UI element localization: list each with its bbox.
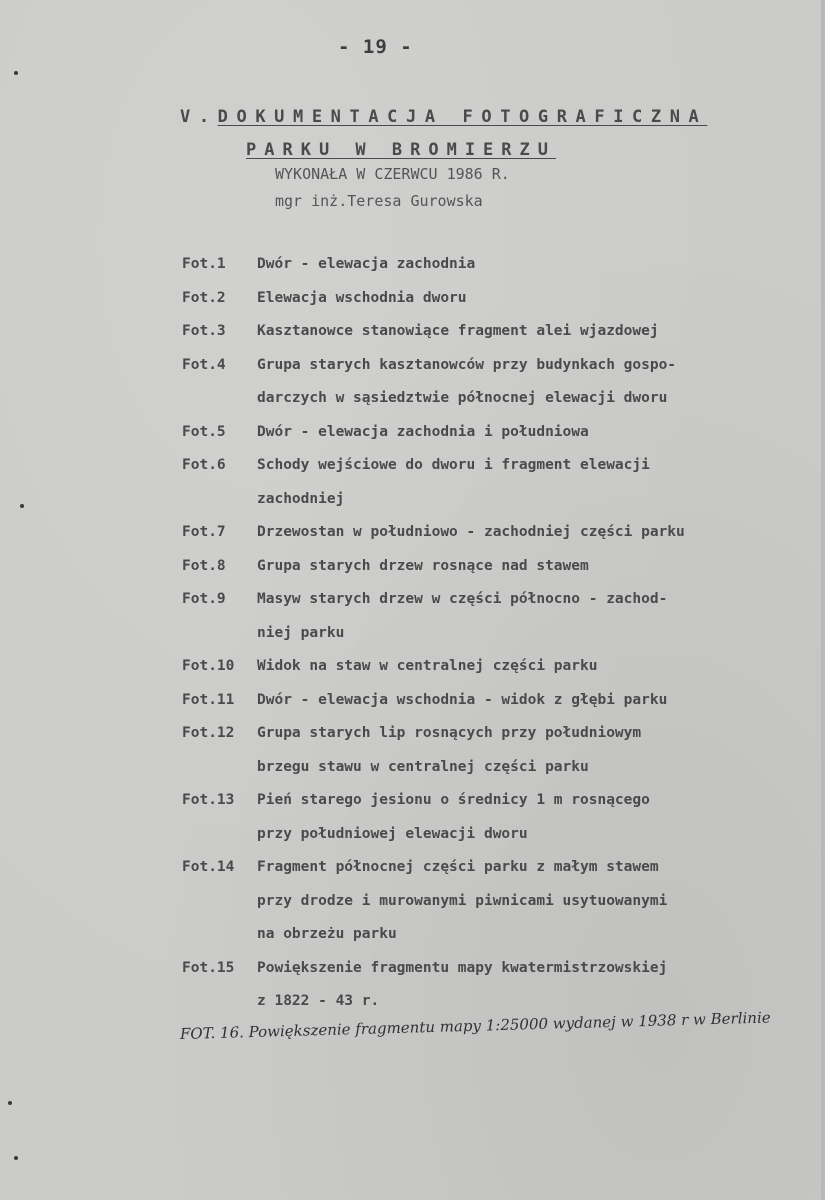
photo-description: Grupa starych drzew rosnące nad stawem xyxy=(257,557,589,574)
photo-number: Fot.6 xyxy=(182,457,226,473)
photo-entry xyxy=(182,282,782,316)
photo-number: Fot.13 xyxy=(182,792,235,808)
photo-description: Dwór - elewacja zachodnia xyxy=(257,256,476,272)
photo-number: Fot.4 xyxy=(182,356,226,373)
photo-description: Dwór - elewacja zachodnia i południowa xyxy=(257,423,589,440)
photo-entry xyxy=(182,315,782,349)
photo-number: Fot.2 xyxy=(182,289,226,306)
photo-number: Fot.11 xyxy=(182,691,235,708)
title-prefix: V. xyxy=(180,107,218,127)
photo-description: Powiększenie fragmentu mapy kwatermistrzowskiej z 1822 - 43 r. xyxy=(257,959,668,1009)
made-by-line: WYKONAŁA W CZERWCU 1986 R. xyxy=(275,165,510,183)
title-main: DOKUMENTACJA FOTOGRAFICZNA xyxy=(217,107,708,127)
photo-description: Dwór - elewacja wschodnia - widok z głębi parku xyxy=(257,691,668,708)
photo-description: Pień starego jesionu o średnicy 1 m rosnącego przy południowej elewacji dworu xyxy=(257,792,650,842)
photo-entry xyxy=(182,583,782,650)
photo-entry xyxy=(182,952,782,1019)
photo-description: Drzewostan w południowo - zachodniej części parku xyxy=(257,524,685,540)
photo-description: Fragment północnej części parku z małym stawem przy drodze i murowanymi piwnicami usytuowanymi na obrzeżu parku xyxy=(257,859,668,942)
document-title xyxy=(180,107,707,127)
photo-entry xyxy=(182,650,782,684)
photo-entry xyxy=(182,449,782,516)
margin-mark xyxy=(14,71,18,75)
photo-number: Fot.12 xyxy=(182,725,235,741)
photo-entry xyxy=(182,516,782,550)
page-number: - 19 - xyxy=(338,36,413,58)
handwritten-note: FOT. 16. Powiększenie fragmentu mapy 1:25000 wydanej w 1938 r w Berlinie xyxy=(179,1008,771,1043)
photo-number: Fot.8 xyxy=(182,557,226,574)
photo-description: Kasztanowce stanowiące fragment alei wjazdowej xyxy=(257,323,659,339)
author-line: mgr inż.Teresa Gurowska xyxy=(275,192,483,210)
photo-entry xyxy=(182,550,782,584)
page-edge xyxy=(821,0,825,1200)
photo-description: Widok na staw w centralnej części parku xyxy=(257,658,598,674)
photo-entry xyxy=(182,851,782,952)
photo-number: Fot.7 xyxy=(182,524,226,540)
photo-entry xyxy=(182,717,782,784)
photo-number: Fot.10 xyxy=(182,658,235,674)
photo-number: Fot.9 xyxy=(182,591,226,607)
photo-list xyxy=(182,248,782,1019)
photo-entry xyxy=(182,248,782,282)
photo-description: Elewacja wschodnia dworu xyxy=(257,289,467,306)
photo-number: Fot.14 xyxy=(182,859,235,875)
margin-mark xyxy=(8,1101,12,1105)
document-subtitle: PARKU W BROMIERZU xyxy=(246,140,556,160)
photo-entry xyxy=(182,349,782,416)
photo-number: Fot.3 xyxy=(182,323,226,339)
photo-entry xyxy=(182,784,782,851)
photo-entry xyxy=(182,684,782,718)
photo-number: Fot.1 xyxy=(182,256,226,272)
photo-description: Masyw starych drzew w części północno - zachod- niej parku xyxy=(257,591,668,641)
photo-description: Grupa starych lip rosnących przy południowym brzegu stawu w centralnej części parku xyxy=(257,725,642,775)
margin-mark xyxy=(14,1156,18,1160)
photo-description: Grupa starych kasztanowców przy budynkach gospo- darczych w sąsiedztwie północnej elewacji dworu xyxy=(257,356,677,406)
photo-entry xyxy=(182,416,782,450)
photo-number: Fot.5 xyxy=(182,423,226,440)
photo-number: Fot.15 xyxy=(182,959,235,976)
photo-description: Schody wejściowe do dworu i fragment elewacji zachodniej xyxy=(257,457,650,507)
margin-mark xyxy=(20,504,24,508)
